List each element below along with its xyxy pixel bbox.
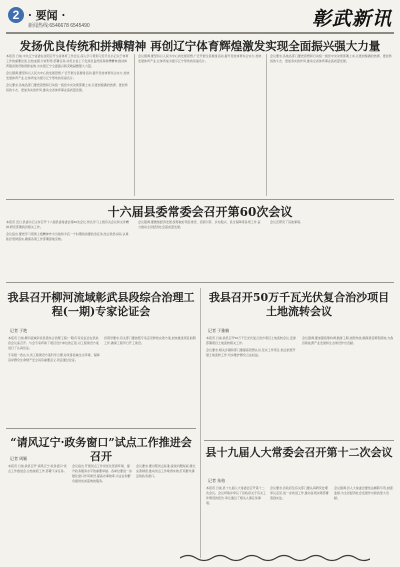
article-body bbox=[206, 336, 298, 436]
paragraph: 会议强调,县人大常委会要依法履职尽责,加强监督,为全县经济社会发展作出新的更大贡献。 bbox=[334, 486, 393, 500]
article-body bbox=[302, 336, 394, 436]
byline: 记者 于艳 bbox=[10, 328, 28, 333]
byline: 记者 周颖 bbox=[10, 456, 28, 461]
page-number: 2 bbox=[8, 7, 24, 23]
article-body bbox=[8, 464, 68, 560]
section-title: · 要闻 · bbox=[28, 9, 66, 22]
byline: 记者 于雅楠 bbox=[208, 328, 230, 333]
newspaper-brand: 彰武新讯 bbox=[311, 8, 392, 30]
article-body bbox=[270, 486, 330, 550]
article-body bbox=[138, 54, 262, 196]
article-headline: 我县召开柳河流域彰武县段综合治理工程(一期)专家论证会 bbox=[7, 291, 195, 318]
article-body bbox=[334, 486, 394, 550]
article-body bbox=[6, 54, 130, 196]
section-divider bbox=[6, 428, 196, 429]
column-divider bbox=[200, 288, 201, 558]
paragraph: 会议还研究了其他事项。 bbox=[270, 220, 304, 224]
paragraph: 县领导要求,有关部门要按照专家意见修改完善方案,加快推进项目前期工作,确保工程早日开工建设。 bbox=[104, 336, 196, 345]
paragraph: 本报讯 近日,县委书记主持召开十六届县委常委会第60次会议,传达学习上级有关会议和文件精神,研究部署我县相关工作。 bbox=[6, 220, 129, 229]
article-body bbox=[8, 336, 100, 424]
article-headline: “请风辽宁·政务窗口”试点工作推进会召开 bbox=[10, 436, 192, 463]
column-divider bbox=[266, 54, 267, 196]
paragraph: 本报讯 日前,中共辽宁省委在沈阳召开全省体育工作会议,深入学习贯彻习近平总书记关于体育工作的重要论述,总结成绩,分析形势,部署任务,动员全省上下发扬优良传统和拼搏精神,推动体育强省建设取得新成效,为实现辽宁全面振兴新突破凝聚强大力量。 bbox=[6, 54, 129, 68]
paragraph: 会议要求,县政府及有关部门要认真研究处理审议意见,进一步改进工作,推动各项决策部署落到实处。 bbox=[270, 486, 329, 500]
paragraph: 专家组一致认为,该工程建设方案科学合理,对改善流域生态环境、保障沿岸群众生命财产安全具有重要意义,同意通过论证。 bbox=[8, 353, 100, 362]
article-body bbox=[136, 464, 196, 560]
article-body bbox=[6, 220, 130, 278]
paragraph: 本报讯 日前,我县召开“请风辽宁·政务窗口”试点工作推进会,总结前段工作,部署下步任务。 bbox=[8, 464, 67, 473]
page-header bbox=[6, 4, 394, 34]
second-headline: 十六届县委常委会召开第60次会议 bbox=[107, 205, 293, 219]
lead-headline: 发扬优良传统和拼搏精神 再创辽宁体育辉煌激发实现全面振兴强大力量 bbox=[19, 39, 381, 53]
section-divider bbox=[204, 440, 394, 441]
article-body bbox=[104, 336, 196, 424]
paragraph: 会议强调,要加强统筹协调,倒排工期,挂图作战,确保项目顺利落地,为我县新能源产业发展和生态建设作出贡献。 bbox=[302, 336, 394, 345]
section-divider bbox=[6, 199, 394, 200]
hotline: 新闻热线:6546678 6545490 bbox=[28, 23, 90, 29]
article-body bbox=[138, 220, 262, 278]
paragraph: 会议要求,相关乡镇和部门要提高思想认识,压实工作责任,依法依规开展土地流转工作,切实维护群众合法权益。 bbox=[206, 348, 296, 357]
article-headline: 县十九届人大常委会召开第十二次会议 bbox=[205, 446, 393, 459]
paragraph: 本报讯 日前,柳河流域彰武县段综合治理工程(一期)专家论证会在县政府会议室召开。与会专家听取了项目设计单位的汇报,对工程建设方案进行了认真论证。 bbox=[8, 336, 99, 350]
paragraph: 会议强调,要坚持以人民为中心的发展思想,广泛开展全民健身活动,提升竞技体育综合实力,加快发展体育产业,让体育成为展示辽宁形象的亮丽名片。 bbox=[6, 71, 130, 80]
paragraph: 会议要求,各地各部门要把思想和行动统一到党中央决策部署上来,以更加饱满的热情、更加昂扬的斗志、更加务实的作风,推动全省体育事业高质量发展。 bbox=[6, 83, 128, 92]
section-divider bbox=[6, 282, 394, 283]
wave-ornament bbox=[180, 553, 370, 563]
article-body bbox=[270, 54, 394, 196]
article-body bbox=[72, 464, 132, 560]
paragraph: 会议要求,各地各部门要把思想和行动统一到党中央决策部署上来,以更加饱满的热情、更加昂扬的斗志、更加务实的作风,推动全省体育事业高质量发展。 bbox=[270, 54, 392, 63]
paragraph: 会议强调,要坚持以人民为中心的发展思想,广泛开展全民健身活动,提升竞技体育综合实力,加快发展体育产业,让体育成为展示辽宁形象的亮丽名片。 bbox=[138, 54, 262, 63]
paragraph: 本报讯 日前,我县召开50万千瓦光伏复合治沙项目土地流转会议,安排部署项目土地流转相关工作。 bbox=[206, 336, 296, 345]
byline: 记者 朱柏 bbox=[208, 478, 226, 483]
paragraph: 本报讯 日前,县十九届人大常委会召开第十二次会议。会议听取并审议了县政府关于有关工作情况的报告,审议通过了相关人事任免事项。 bbox=[206, 486, 266, 505]
article-body bbox=[206, 486, 266, 550]
article-headline: 我县召开50万千瓦光伏复合治沙项目土地流转会议 bbox=[208, 291, 390, 318]
article-body bbox=[270, 220, 394, 278]
paragraph: 会议强调,要聚焦经济发展,统筹做好项目建设、招商引资、乡村振兴、民生保障等各项工作,奋力推动全县经济社会高质量发展。 bbox=[138, 220, 261, 229]
paragraph: 会议要求,要对照试点标准,查找问题短板,健全完善制度,推动试点工作取得实效,打造群众满意的政务窗口。 bbox=[136, 464, 196, 478]
paragraph: 会议指出,开展试点工作是优化营商环境、提升政务服务水平的重要举措。各单位要进一步强化窗口作风建设,提高办事效率,为企业和群众提供优质高效的服务。 bbox=[72, 464, 132, 483]
column-divider bbox=[134, 54, 135, 196]
paragraph: 会议指出,要把学习贯彻上级精神作为当前和今后一个时期的首要政治任务,结合我县实际,认真抓好贯彻落实,确保各项工作部署落地见效。 bbox=[6, 232, 129, 241]
